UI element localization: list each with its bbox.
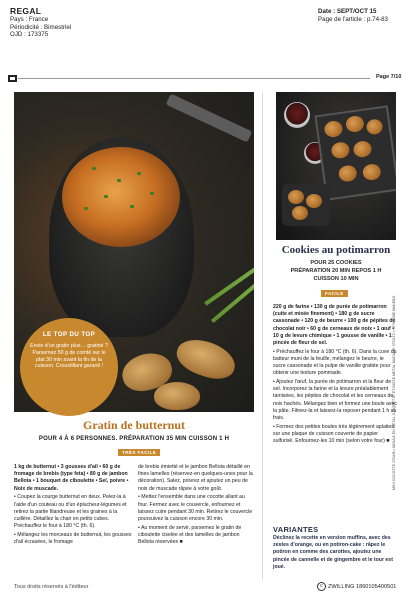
recipe-title-cookies: Cookies au potimarron [281, 244, 391, 256]
recipe-meta-gratin: POUR 4 À 6 PERSONNES. PRÉPARATION 35 MIN CUISSON 1 H [38, 436, 230, 442]
ojd: OJD : 173375 [10, 31, 49, 39]
gratin-ingredients: 1 kg de butternut • 3 gousses d'ail • 60 g de fromage de brebis (type feta) • 80 g de jambon Bellota • 1 bouquet de ciboulette • Sel, poivre • Noix de muscade. [14, 464, 129, 492]
tip-badge [20, 318, 118, 416]
gratin-step: • Mélangez les morceaux de butternut, les gousses d'ail écrasées, le fromage [14, 531, 132, 546]
page-number: Page 7/10 [376, 74, 402, 80]
column-separator [262, 92, 263, 580]
clipping-info [10, 6, 71, 39]
prep-time: PRÉPARATION 20 MIN REPOS 1 H [290, 268, 382, 274]
gratin-text-col2 [138, 464, 256, 548]
tip-text: Envie d'un gratin plus… gratiné ? Parsemez 50 g de comté sur le plat 30 min avant la fin de la cuisson. Croustillant garanti ! [30, 343, 108, 370]
difficulty-badge-gratin: TRÈS FACILE [118, 449, 160, 456]
gratin-step: de brebis émietté et le jambon Bellota détaillé en fines lamelles (réservez-en quelques-unes pour la décoration). Salez, poivrez et ajoutez un peu de noix de muscade râpée à votre goût. [138, 464, 253, 492]
copyright-circle-icon: c [317, 582, 326, 591]
difficulty-badge-cookies: FACILE [321, 290, 348, 297]
rights-notice: Tous droits réservés à l'éditeur [14, 584, 89, 590]
gratin-image [62, 147, 180, 247]
gratin-step: • Mettez l'ensemble dans une cocotte allant au four. Fermez avec le couvercle, enfournez et laissez cuire pendant 30 min. Retirez le couvercle poursuivez la cuisson encore 30 min. [138, 494, 253, 522]
variants-text: Déclinez la recette en version muffins, avec des zestes d'orange, ou en potiron-cake : râpez le potiron en comme des carottes, ajoutez une pincée de cannelle et de gingembre et le tour est joué. [273, 535, 393, 570]
date: Date : SEPT/OCT 15 [318, 8, 377, 15]
cookie-pan-image [282, 184, 330, 226]
cook-time: CUISSON 10 MIN [313, 276, 359, 282]
photo-credits: MINI COCOTTE STAUB • MOULE EN MÉTAL JUSQUETTE ET BOITE MÉTAL MADAME STOLTZ • STYLISME MAKEBO [392, 295, 396, 490]
recipe-meta-cookies [270, 259, 402, 283]
cookies-step: • Ajoutez l'œuf, la purée de potimarron et la fleur de sel. Incorporez la farine et la levure préalablement tamisées, les pépites de chocolat et les cerneaux de noix hachés. Mélangez bien et formez une boule avec la pâte. Filmez-la et laissez-la reposer pendant 1 h au frais. [273, 379, 398, 422]
gratin-step: • Au moment de servir, parsemez le gratin de ciboulette ciselée et des lamelles de jambon Bellota réservées ■ [138, 524, 242, 546]
frequency: Périodicité : Bimestriel [10, 23, 72, 31]
country: Pays : France [10, 16, 49, 23]
clipping-date [318, 8, 388, 23]
publisher-logo-icon [8, 75, 17, 82]
gratin-step: • Coupez la courge butternut en deux. Pelez-la à l'aide d'un couteau ou d'un éplucheur-légumes et retirez la partie filandreuse et les graines à la cuillère. Détaillez la chair en petits cubes. Préchauffez le four à 180 °C (th. 6). [14, 494, 127, 530]
mushroom-image [172, 333, 240, 385]
cookies-ingredients: 220 g de farine • 130 g de purée de potimarron (cuite et mixée finement) • 180 g de sucre cassonade • 120 g de beurre • 100 g de pépites de chocolat noir • 60 g de cerneaux de noix • 1 œuf • 10 g de levure chimique • 1 gousse de vanille • 1 pincée de fleur de sel. [273, 304, 396, 347]
clipping-code [317, 582, 396, 591]
pot-handle-image [166, 94, 253, 143]
gratin-text-col1 [14, 464, 132, 548]
cookies-step: • Préchauffez le four à 180 °C (th. 6). Dans la cuve du batteur muni de la feuille, mélangez le beurre, le sucre cassonade et la pulpe de vanille grattée pour obtenir une texture pommade. [273, 348, 397, 377]
tip-title: LE TOP DU TOP [42, 331, 96, 338]
servings: POUR 25 COOKIES [310, 260, 362, 266]
clipping-code-text: ZWILLING 1860105400501 [328, 583, 397, 590]
cookies-photo [276, 92, 396, 240]
cookies-text [273, 304, 397, 447]
page-reference: Page de l'article : p.74-83 [318, 15, 388, 23]
recipe-title-gratin: Gratin de butternut [83, 418, 185, 432]
mushroom-image [154, 382, 200, 410]
cookies-step: • Formez des petites boules très légèrement aplaties sur une plaque de cuisson couverte de papier sulfurisé. Enfournez-les 10 min (selon votre four) ■ [273, 423, 394, 445]
variants-heading: VARIANTES [273, 525, 319, 534]
chive-image [204, 262, 254, 305]
header-rule [18, 78, 370, 79]
publication-name: REGAL [10, 6, 42, 16]
cup-image [284, 102, 310, 128]
